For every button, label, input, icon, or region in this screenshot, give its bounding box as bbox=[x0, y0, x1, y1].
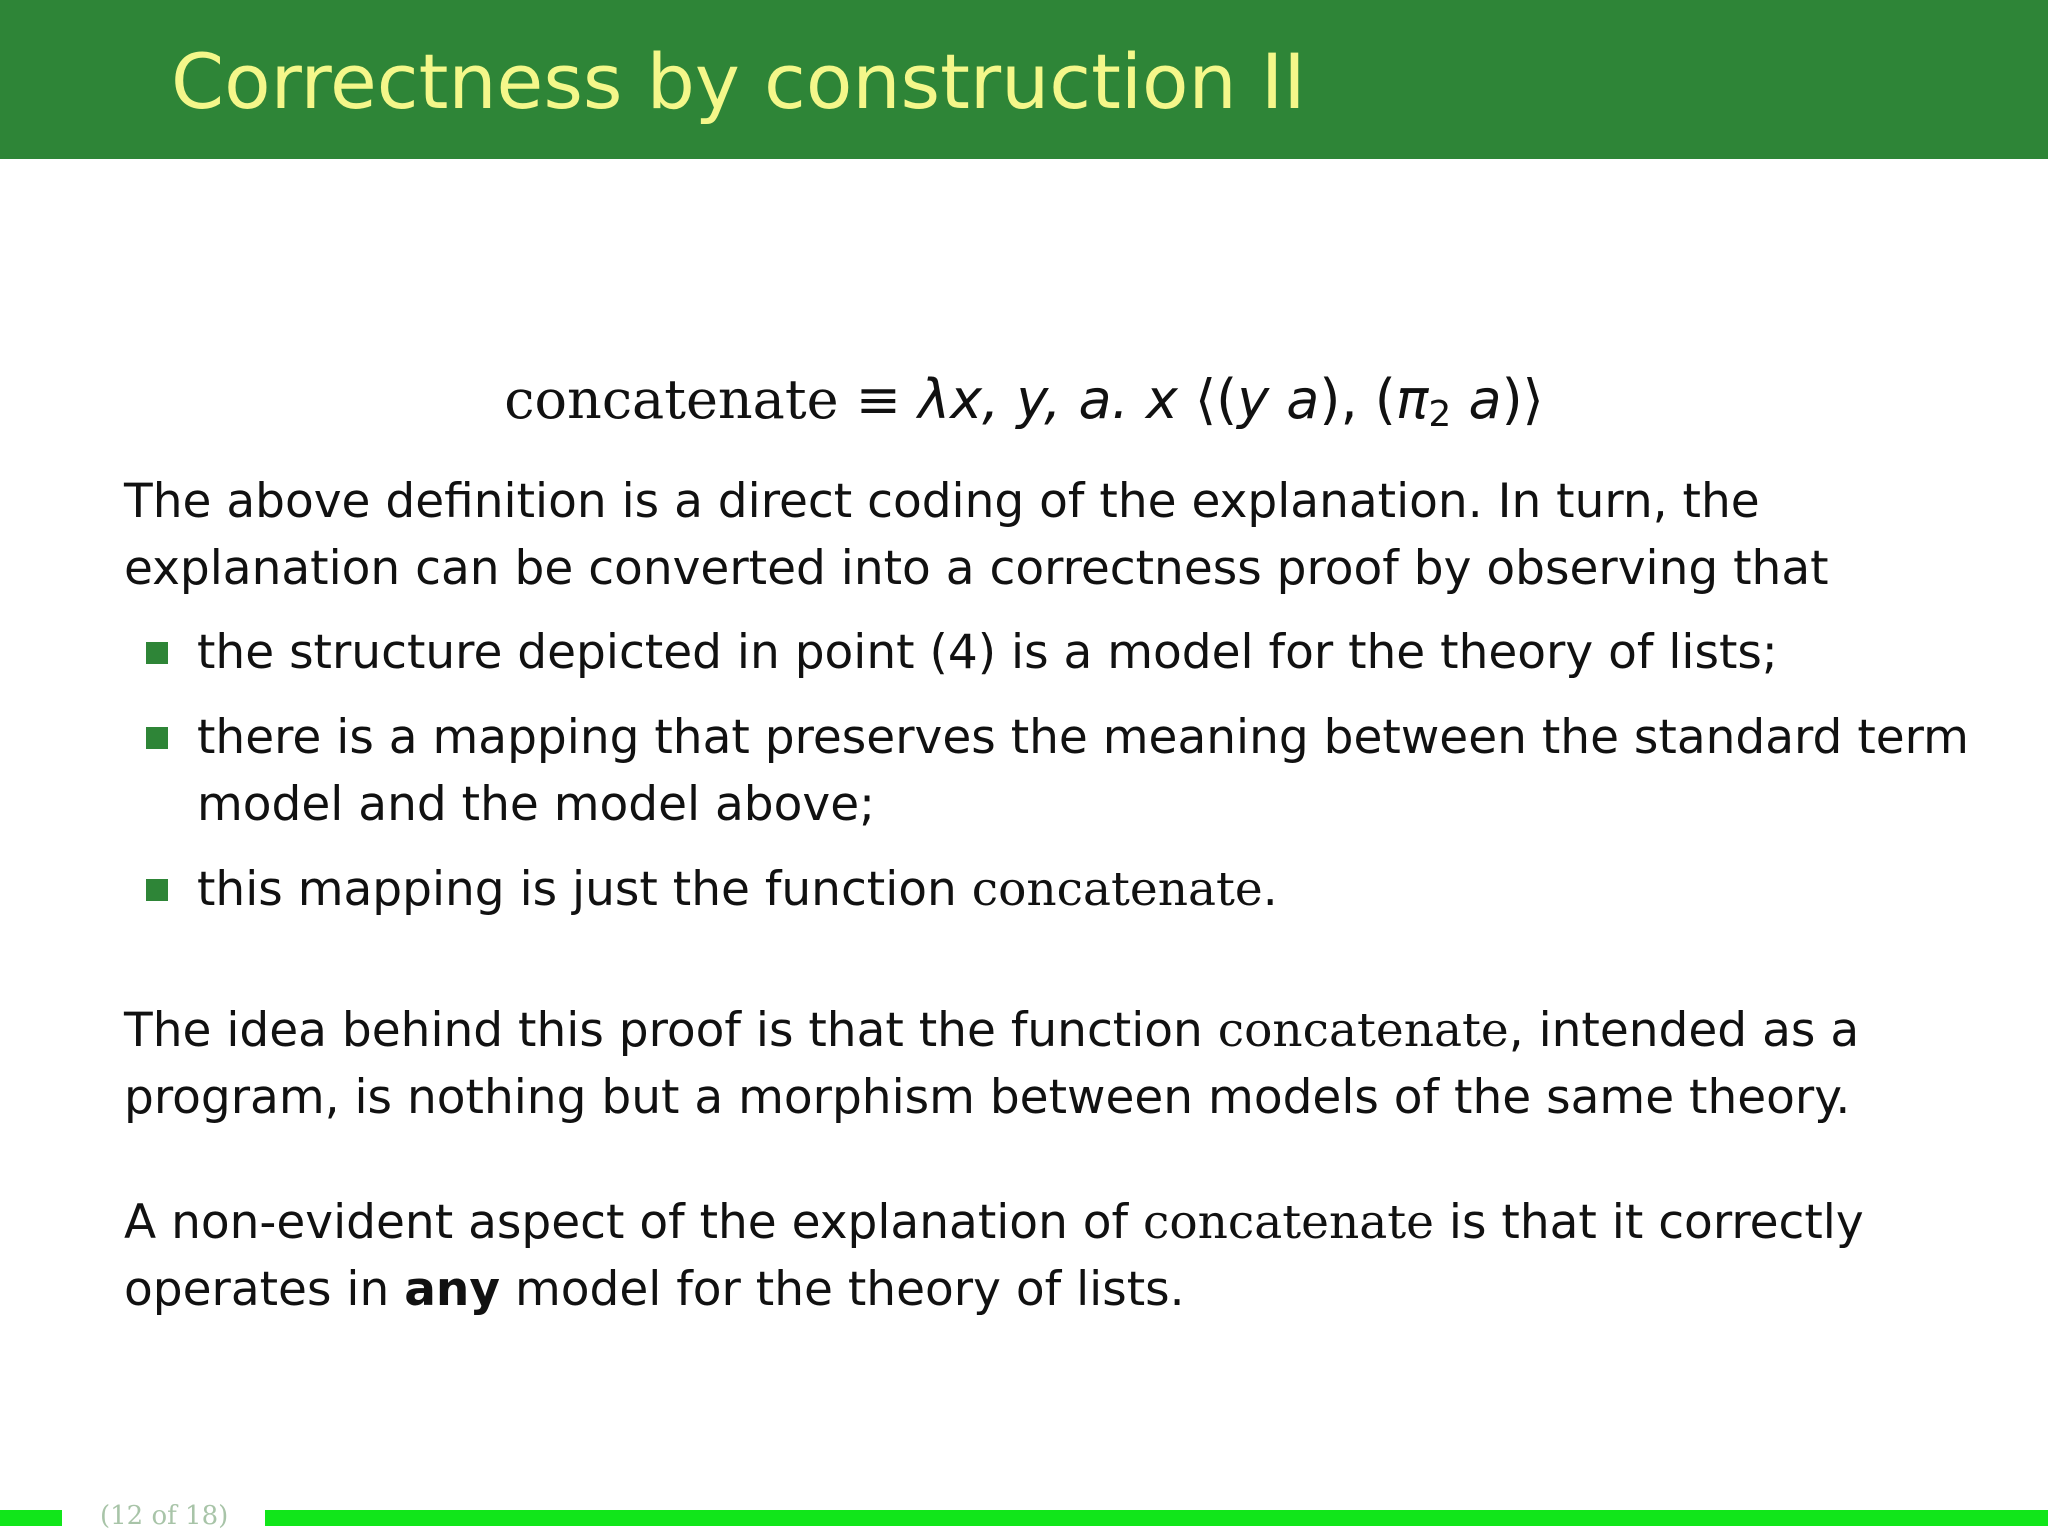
formula-pi-symbol: π bbox=[1395, 368, 1429, 431]
footer-progress-bar-left bbox=[0, 1510, 62, 1526]
formula-equiv-symbol: ≡ bbox=[855, 368, 901, 431]
slide-header bbox=[0, 0, 2048, 159]
idea-line-2: program, is nothing but a morphism between models of the same theory. bbox=[124, 1070, 1851, 1125]
aspect-emphasis: any bbox=[404, 1262, 501, 1317]
square-bullet-icon bbox=[146, 727, 168, 749]
aspect-function-name: concatenate bbox=[1143, 1195, 1434, 1250]
aspect-line-1 bbox=[124, 1189, 1864, 1256]
formula-pi-subscript: 2 bbox=[1428, 394, 1452, 435]
aspect-line-2-prefix: operates in bbox=[124, 1262, 405, 1317]
bullet-text: the structure depicted in point (4) is a model for the theory of lists; bbox=[197, 625, 1778, 680]
bullet-text-suffix: . bbox=[1262, 862, 1278, 917]
concatenate-formula bbox=[0, 362, 2048, 453]
intro-line-2: explanation can be converted into a correctness proof by observing that bbox=[124, 541, 1829, 596]
formula-lambda-symbol: λ bbox=[918, 368, 951, 431]
idea-line-1-suffix: , intended as a bbox=[1508, 1003, 1860, 1058]
formula-function-name: concatenate bbox=[504, 368, 839, 431]
intro-paragraph bbox=[124, 468, 1829, 602]
idea-function-name: concatenate bbox=[1217, 1003, 1509, 1058]
formula-body-mid: ), ( bbox=[1319, 368, 1396, 431]
aspect-line-2-suffix: model for the theory of lists. bbox=[500, 1262, 1185, 1317]
formula-body-close: )⟩ bbox=[1501, 368, 1544, 431]
page-indicator: (12 of 18) bbox=[100, 1501, 229, 1531]
footer-progress-bar-right bbox=[265, 1510, 2048, 1526]
square-bullet-icon bbox=[146, 642, 168, 664]
formula-variables: x, y, a. x bbox=[950, 368, 1178, 431]
intro-line-1: The above definition is a direct coding of the explanation. In turn, the bbox=[124, 474, 1760, 529]
aspect-line-1-prefix: A non-evident aspect of the explanation of bbox=[124, 1195, 1144, 1250]
bullet-text-line-2: model and the model above; bbox=[197, 777, 875, 832]
bullet-text bbox=[197, 704, 1969, 838]
formula-body-y: y a bbox=[1237, 368, 1320, 431]
formula-body-a: a bbox=[1451, 368, 1502, 431]
idea-line-1-prefix: The idea behind this proof is that the function bbox=[124, 1003, 1218, 1058]
aspect-paragraph bbox=[124, 1189, 1864, 1323]
formula-body-open: ⟨( bbox=[1177, 368, 1238, 431]
idea-line-1 bbox=[124, 997, 1859, 1064]
square-bullet-icon bbox=[146, 879, 168, 901]
bullet-function-name: concatenate bbox=[971, 862, 1263, 917]
aspect-line-1-suffix: is that it correctly bbox=[1433, 1195, 1864, 1250]
aspect-line-2 bbox=[124, 1256, 1864, 1323]
bullet-text-prefix: this mapping is just the function bbox=[197, 862, 972, 917]
idea-paragraph bbox=[124, 997, 1859, 1131]
bullet-text-line-1: there is a mapping that preserves the meaning between the standard term bbox=[197, 710, 1969, 765]
slide-title: Correctness by construction II bbox=[171, 37, 1306, 126]
bullet-text bbox=[197, 856, 1278, 923]
